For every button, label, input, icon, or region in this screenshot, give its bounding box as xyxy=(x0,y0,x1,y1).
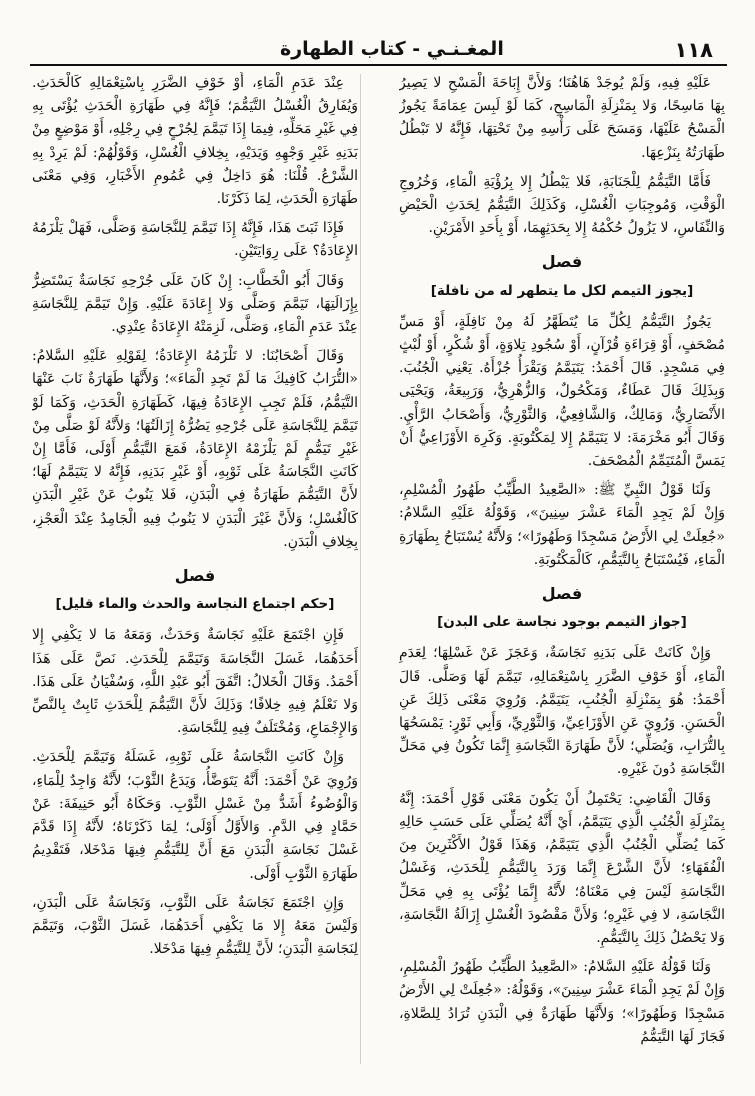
paragraph: فَإِنِ اجْتَمَعَ عَلَيْهِ نَجَاسَةٌ وَحَدَثٌ، وَمَعَهُ مَا لا يَكْفِي إِلا أَحَدَهُمَا، غَسَلَ النَّجَاسَةَ وَتَيَمَّمَ لِلْحَدَثِ. نَصَّ عَلَى هَذَا أَحْمَدُ. وَقَالَ الْخَلالُ: اتَّفَقَ أَبُو عَبْدِ اللَّهِ، وَسُفْيَانُ عَلَى هَذَا. وَلا نَعْلَمُ فِيهِ خِلافًا؛ وَذَلِكَ لأَنَّ التَّيَمُّمَ لِلْحَدَثِ ثَابِتٌ بِالنَّصِّ وَالإِجْمَاعِ، وَمُخْتَلَفٌ فِيهِ لِلنَّجَاسَةِ. xyxy=(32,627,358,737)
paragraph: وَإِنْ كَانَتْ عَلَى بَدَنِهِ نَجَاسَةٌ، وَعَجَزَ عَنْ غَسْلِهَا؛ لِعَدَمِ الْمَاءِ، أَوْ خَوْفِ الضَّرَرِ بِاسْتِعْمَالِهِ، تَيَمَّمَ لَهَا وَصَلَّى. قَالَ أَحْمَدُ: هُوَ بِمَنْزِلَةِ الْجُنُبِ، يَتَيَمَّمُ. وَرُوِيَ مَعْنَى ذَلِكَ عَنِ الْحَسَنِ. وَرُوِيَ عَنِ الأَوْزَاعِيِّ، وَالثَّوْرِيِّ، وَأَبِي ثَوْرٍ: يَمْسَحُهَا بِالتُّرَابِ، وَيُصَلِّي؛ لأَنَّ طَهَارَةَ النَّجَاسَةِ إِنَّمَا تَكُونُ فِي مَحَلِّ النَّجَاسَةِ دُونَ غَيْرِهِ. xyxy=(399,645,725,778)
paragraph: وَقَالَ أَصْحَابُنَا: لا تَلْزَمُهُ الإِعَادَةُ؛ لِقَوْلِهِ عَلَيْهِ السَّلامُ: «التُّرَابُ كَافِيكَ مَا لَمْ تَجِدِ الْمَاءَ»؛ وَلأَنَّهَا طَهَارَةٌ نَابَ عَنْهَا التَّيَمُّمُ، فَلَمْ تَجِبِ الإِعَادَةُ فِيهَا، كَطَهَارَةِ الْحَدَثِ، وَكَمَا لَوْ تَيَمَّمَ لِلنَّجَاسَةِ عَلَى جُرْحِهِ يَضُرُّهُ إِزَالَتُهَا؛ وَلأَنَّهُ لَوْ صَلَّى مِنْ غَيْرِ تَيَمُّمٍ لَمْ يَلْزَمْهُ الإِعَادَةُ، فَمَعَ التَّيَمُّمِ أَوْلَى، فَأَمَّا إِنْ كَانَتِ النَّجَاسَةُ عَلَى ثَوْبِهِ، أَوْ غَيْرِ بَدَنِهِ، فَإِنَّهُ لا يَتَيَمَّمُ لَهَا؛ لأَنَّ التَّيَمُّمَ طَهَارَةٌ فِي الْبَدَنِ، فَلا يَنُوبُ عَنْ غَيْرِ الْبَدَنِ كَالْغُسْلِ؛ وَلأَنَّ غَيْرَ الْبَدَنِ لا يَنُوبُ فِيهِ الْجَامِدُ عِنْدَ الْعَجْزِ، بِخِلافِ الْبَدَنِ. xyxy=(32,348,358,550)
paragraph: عِنْدَ عَدَمِ الْمَاءِ، أَوْ خَوْفِ الضَّرَرِ بِاسْتِعْمَالِهِ كَالْحَدَثِ. وَيُفَارِقُ الْغُسْلُ التَّيَمُّمَ؛ فَإِنَّهُ فِي طَهَارَةِ الْحَدَثِ يُؤْتَى بِهِ فِي غَيْرِ مَحَلِّهِ، فِيمَا إِذَا تَيَمَّمَ لِجُرْحٍ فِي رِجْلِهِ، أَوْ مَوْضِعٍ مِنْ بَدَنِهِ غَيْرِ وَجْهِهِ وَيَدَيْهِ، بِخِلافِ الْغُسْلِ، وَقَوْلُهُمْ: لَمْ يَرِدْ بِهِ الشَّرْعُ. قُلْنَا: هُوَ دَاخِلٌ فِي عُمُومِ الأَخْبَارِ، وَفِي مَعْنَى طَهَارَةِ الْحَدَثِ، لِمَا ذَكَرْنَا. xyxy=(32,75,358,208)
section-label: فصل xyxy=(541,584,583,604)
paragraph: عَلَيْهِ فِيهِ، وَلَمْ يُوجَدْ هَاهُنَا؛ وَلأَنَّ إِبَاحَةَ الْمَسْحِ لا يَصِيرُ بِهَا مَاسِحًا، وَلا بِمَنْزِلَةِ الْمَاسِحِ، كَمَا لَوْ لَبِسَ عِمَامَةً يَجُوزُ الْمَسْحُ عَلَيْهَا، وَمَسَحَ عَلَى رَأْسِهِ مِنْ تَحْتِهَا، فَإِنَّهُ لا تَبْطُلُ طَهَارَتُهُ بِنَزْعِهَا. xyxy=(399,75,725,161)
section-title: [يجوز التيمم لكل ما يتطهر له من نافلة] xyxy=(430,282,694,299)
left-column xyxy=(32,72,358,1072)
paragraph: وَقَالَ الْقَاضِي: يَحْتَمِلُ أَنْ يَكُونَ مَعْنَى قَوْلِ أَحْمَدَ: إِنَّهُ بِمَنْزِلَةِ الْجُنُبِ الَّذِي يَتَيَمَّمُ، أَيْ أَنَّهُ يُصَلِّي عَلَى حَسَبِ حَالِهِ كَمَا يُصَلِّي الْجُنُبُ الَّذِي يَتَيَمَّمُ، وَهَذَا قَوْلُ الأَكْثَرِينَ مِنَ الْفُقَهَاءِ؛ لأَنَّ الشَّرْعَ إِنَّمَا وَرَدَ بِالتَّيَمُّمِ لِلْحَدَثِ، وَغَسْلُ النَّجَاسَةِ لَيْسَ فِي مَعْنَاهُ؛ لأَنَّهُ إِنَّمَا يُؤْتَى بِهِ فِي مَحَلِّ النَّجَاسَةِ، لا فِي غَيْرِهِ؛ وَلأَنَّ مَقْصُودَ الْغُسْلِ إِزَالَةُ النَّجَاسَةِ، وَلا يَحْصُلُ ذَلِكَ بِالتَّيَمُّمِ. xyxy=(399,790,725,946)
section-label: فصل xyxy=(541,252,583,272)
paragraph: وَإِنِ اجْتَمَعَ نَجَاسَةٌ عَلَى الثَّوْبِ، وَنَجَاسَةٌ عَلَى الْبَدَنِ، وَلَيْسَ مَعَهُ إِلا مَا يَكْفِي أَحَدَهُمَا، غَسَلَ الثَّوْبَ، وَتَيَمَّمَ لِنَجَاسَةِ الْبَدَنِ؛ لأَنَّ لِلتَّيَمُّمِ فِيهَا مَدْخَلا. xyxy=(32,894,358,958)
running-title: المغـنـي - كتاب الطهارة xyxy=(280,38,504,60)
paragraph: وَإِنْ كَانَتِ النَّجَاسَةُ عَلَى ثَوْبِهِ، غَسَلَهُ وَتَيَمَّمَ لِلْحَدَثِ. وَرُوِيَ عَنْ أَحْمَدَ: أَنَّهُ يَتَوَضَّأُ، وَيَدَعُ الثَّوْبَ؛ لأَنَّهُ وَاجِدٌ لِلْمَاءِ، وَالْوُضُوءُ أَشَدُّ مِنْ غَسْلِ الثَّوْبِ. وَحَكَاهُ أَبُو حَنِيفَةَ: عَنْ حَمَّادٍ فِي الدَّمِ. وَالأَوَّلُ أَوْلَى؛ لِمَا ذَكَرْنَاهُ؛ لأَنَّهُ إِذَا قَدَّمَ غَسْلَ نَجَاسَةِ الْبَدَنِ مَعَ أَنَّ لِلتَّيَمُّمِ فِيهَا مَدْخَلا، فَتَقْدِيمُ طَهَارَةِ الثَّوْبِ أَوْلَى. xyxy=(32,749,358,882)
paragraph: فَأَمَّا التَّيَمُّمُ لِلْجَنَابَةِ، فَلا يَبْطُلُ إِلا بِرُؤْيَةِ الْمَاءِ، وَخُرُوجِ الْوَقْتِ، وَمُوجِبَاتِ الْغُسْلِ، وَكَذَلِكَ التَّيَمُّمُ لِحَدَثِ الْحَيْضِ وَالنِّفَاسِ، لا يَزُولُ حُكْمُهُ إِلا بِحَدَثِهِمَا، أَوْ بِأَحَدِ الأَمْرَيْنِ. xyxy=(399,173,725,237)
paragraph: يَجُوزُ التَّيَمُّمُ لِكُلِّ مَا يُتَطَهَّرُ لَهُ مِنْ نَافِلَةٍ، أَوْ مَسِّ مُصْحَفٍ، أَوْ قِرَاءَةِ قُرْآنٍ، أَوْ سُجُودِ تِلاوَةٍ، أَوْ شُكْرٍ، أَوْ لُبْثٍ فِي مَسْجِدٍ. قَالَ أَحْمَدُ: يَتَيَمَّمُ وَيَقْرَأُ جُزْأَهُ. يَعْنِي الْجُنُبَ. وَبِذَلِكَ قَالَ عَطَاءٌ، وَمَكْحُولٌ، وَالزُّهْرِيُّ، وَرَبِيعَةُ، وَيَحْيَى الأَنْصَارِيُّ، وَمَالِكٌ، وَالشَّافِعِيُّ، وَالثَّوْرِيُّ، وَأَصْحَابُ الرَّأْيِ. وَقَالَ أَبُو مَخْرَمَةَ: لا يَتَيَمَّمُ إِلا لِمَكْتُوبَةٍ. وَكَرِهَ الأَوْزَاعِيُّ أَنْ يَمَسَّ الْمُتَيَمِّمُ الْمُصْحَفَ. xyxy=(399,313,725,470)
paragraph: وَلَنَا قَوْلُهُ عَلَيْهِ السَّلامُ: «الصَّعِيدُ الطَّيِّبُ طَهُورُ الْمُسْلِمِ، وَإِنْ لَمْ يَجِدِ الْمَاءَ عَشْرَ سِنِينَ»، وَقَوْلُهُ: «جُعِلَتْ لِي الأَرْضُ مَسْجِدًا وَطَهُورًا»؛ وَلأَنَّهَا طَهَارَةٌ فِي الْبَدَنِ تُرَادُ لِلصَّلاةِ، فَجَازَ لَهَا التَّيَمُّمُ xyxy=(399,959,725,1045)
page-header xyxy=(30,36,727,66)
paragraph: وَلَنَا قَوْلُ النَّبِيِّ ﷺ: «الصَّعِيدُ الطَّيِّبُ طَهُورُ الْمُسْلِمِ، وَإِنْ لَمْ يَجِدِ الْمَاءَ عَشْرَ سِنِينَ»، وَقَوْلُهُ عَلَيْهِ السَّلامُ: «جُعِلَتْ لِي الأَرْضُ مَسْجِدًا وَطَهُورًا»؛ وَلأَنَّهُ يُسْتَبَاحُ بِطَهَارَةِ الْمَاءِ، فَيُسْتَبَاحُ بِالتَّيَمُّمِ، كَالْمَكْتُوبَةِ. xyxy=(399,482,725,568)
section-title: [جواز التيمم بوجود نجاسة على البدن] xyxy=(437,614,687,631)
paragraph: وَقَالَ أَبُو الْخَطَّابِ: إِنْ كَانَ عَلَى جُرْحِهِ نَجَاسَةٌ يَسْتَضِرُّ بِإِزَالَتِهَا، تَيَمَّمَ وَصَلَّى وَلا إِعَادَةَ عَلَيْهِ. وَإِنْ تَيَمَّمَ لِلنَّجَاسَةِ عِنْدَ عَدَمِ الْمَاءِ، وَصَلَّى، لَزِمَتْهُ الإِعَادَةُ عِنْدِي. xyxy=(32,272,358,336)
paragraph: فَإِذَا ثَبَتَ هَذَا، فَإِنَّهُ إِذَا تَيَمَّمَ لِلنَّجَاسَةِ وَصَلَّى، فَهَلْ يَلْزَمُهُ الإِعَادَةُ؟ عَلَى رِوَايَتَيْنِ. xyxy=(32,220,358,260)
section-title: [حكم اجتماع النجاسة والحدث والماء قليل] xyxy=(55,596,335,613)
page-number: ١١٨ xyxy=(674,38,713,62)
section-label: فصل xyxy=(174,566,216,586)
column-divider xyxy=(360,74,361,1064)
right-column xyxy=(399,72,725,1072)
